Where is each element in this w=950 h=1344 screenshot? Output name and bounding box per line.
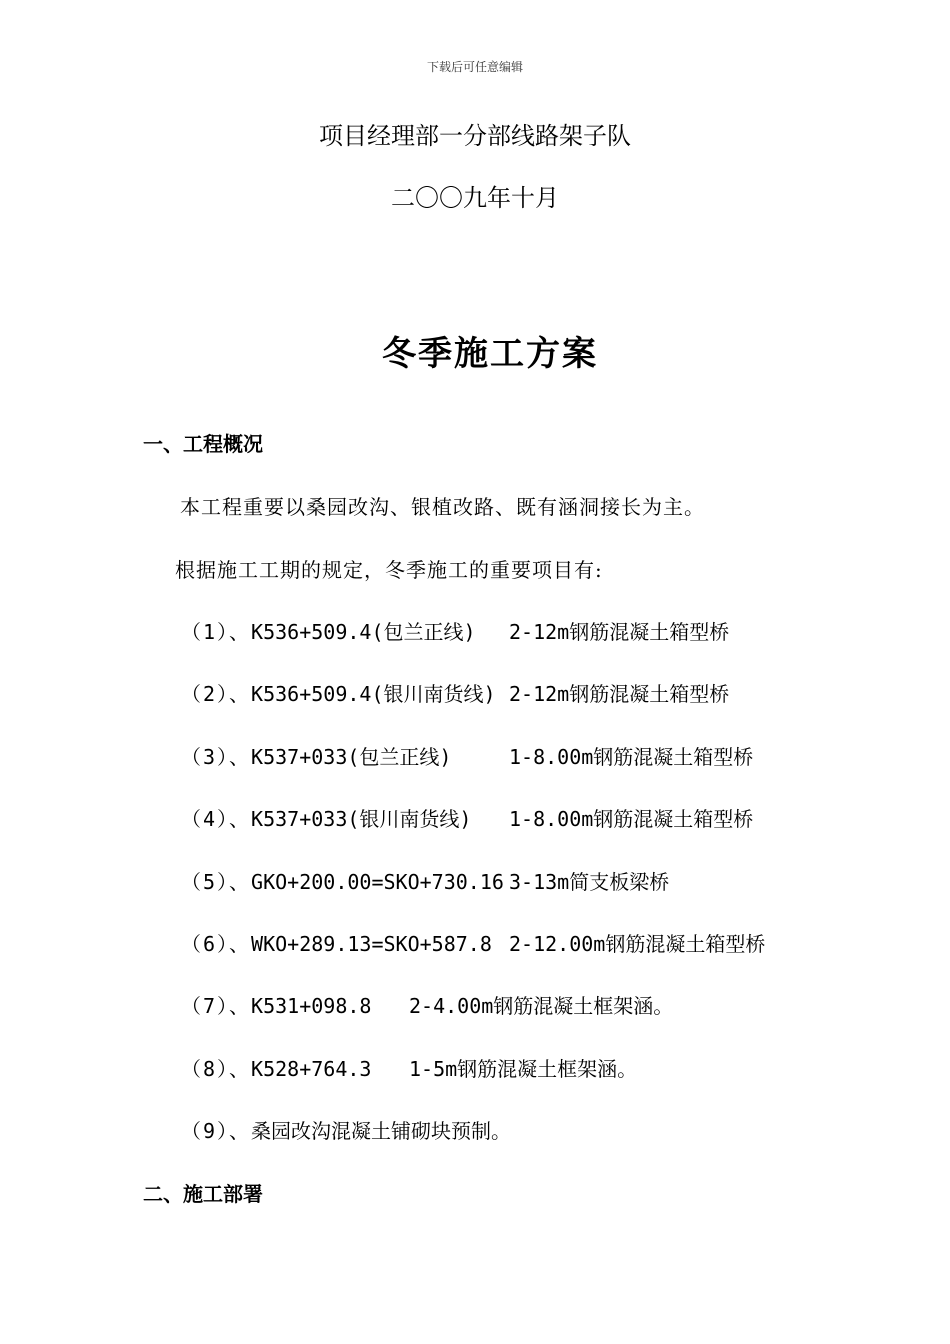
item-index: （3）、 [181,745,252,769]
item-index: （2）、 [181,682,252,706]
item-index: （7）、 [181,994,252,1018]
overview-paragraph: 本工程重要以桑园改沟、银植改路、既有涵洞接长为主。 [180,495,705,519]
project-item [181,928,766,957]
item-description: 2-12.00m钢筋混凝土箱型桥 [509,932,766,956]
item-index: （1）、 [181,620,252,644]
section-heading-deployment: 二、施工部署 [143,1182,263,1206]
project-intro-paragraph: 根据施工工期的规定，冬季施工的重要项目有: [175,558,603,582]
item-code: 桑园改沟混凝土铺砌块预制。 [251,1119,512,1143]
item-index: （9）、 [181,1119,252,1143]
item-description: 2-4.00m钢筋混凝土框架涵。 [409,994,674,1018]
project-item [181,990,674,1019]
item-code: K531+098.8 [251,994,372,1018]
item-code: K536+509.4(银川南货线) [251,682,496,706]
header-note: 下载后可任意编辑 [426,60,523,74]
item-code: K528+764.3 [251,1057,372,1081]
item-description: 2-12m钢筋混凝土箱型桥 [509,682,730,706]
item-code: K537+033(银川南货线) [251,807,472,831]
item-code: WKO+289.13=SKO+587.8 [251,932,492,956]
item-index: （8）、 [181,1057,252,1081]
item-code: GKO+200.00=SKO+730.16 [251,870,504,894]
project-item [181,803,754,832]
section-heading-overview: 一、工程概况 [143,432,263,456]
project-item [181,866,670,895]
organization-line: 项目经理部一分部线路架子队 [319,122,631,150]
item-code: K536+509.4(包兰正线) [251,620,476,644]
project-item [181,1053,638,1082]
date-line: 二〇〇九年十月 [391,184,559,212]
item-description: 1-5m钢筋混凝土框架涵。 [409,1057,638,1081]
project-item [181,616,730,645]
item-index: （5）、 [181,870,252,894]
project-item [181,678,730,707]
project-item [181,1115,511,1144]
item-description: 1-8.00m钢筋混凝土箱型桥 [509,745,754,769]
item-description: 1-8.00m钢筋混凝土箱型桥 [509,807,754,831]
item-description: 3-13m简支板梁桥 [509,870,670,894]
project-item [181,741,754,770]
item-code: K537+033(包兰正线) [251,745,452,769]
document-title: 冬季施工方案 [382,334,598,374]
item-description: 2-12m钢筋混凝土箱型桥 [509,620,730,644]
item-index: （4）、 [181,807,252,831]
item-index: （6）、 [181,932,252,956]
